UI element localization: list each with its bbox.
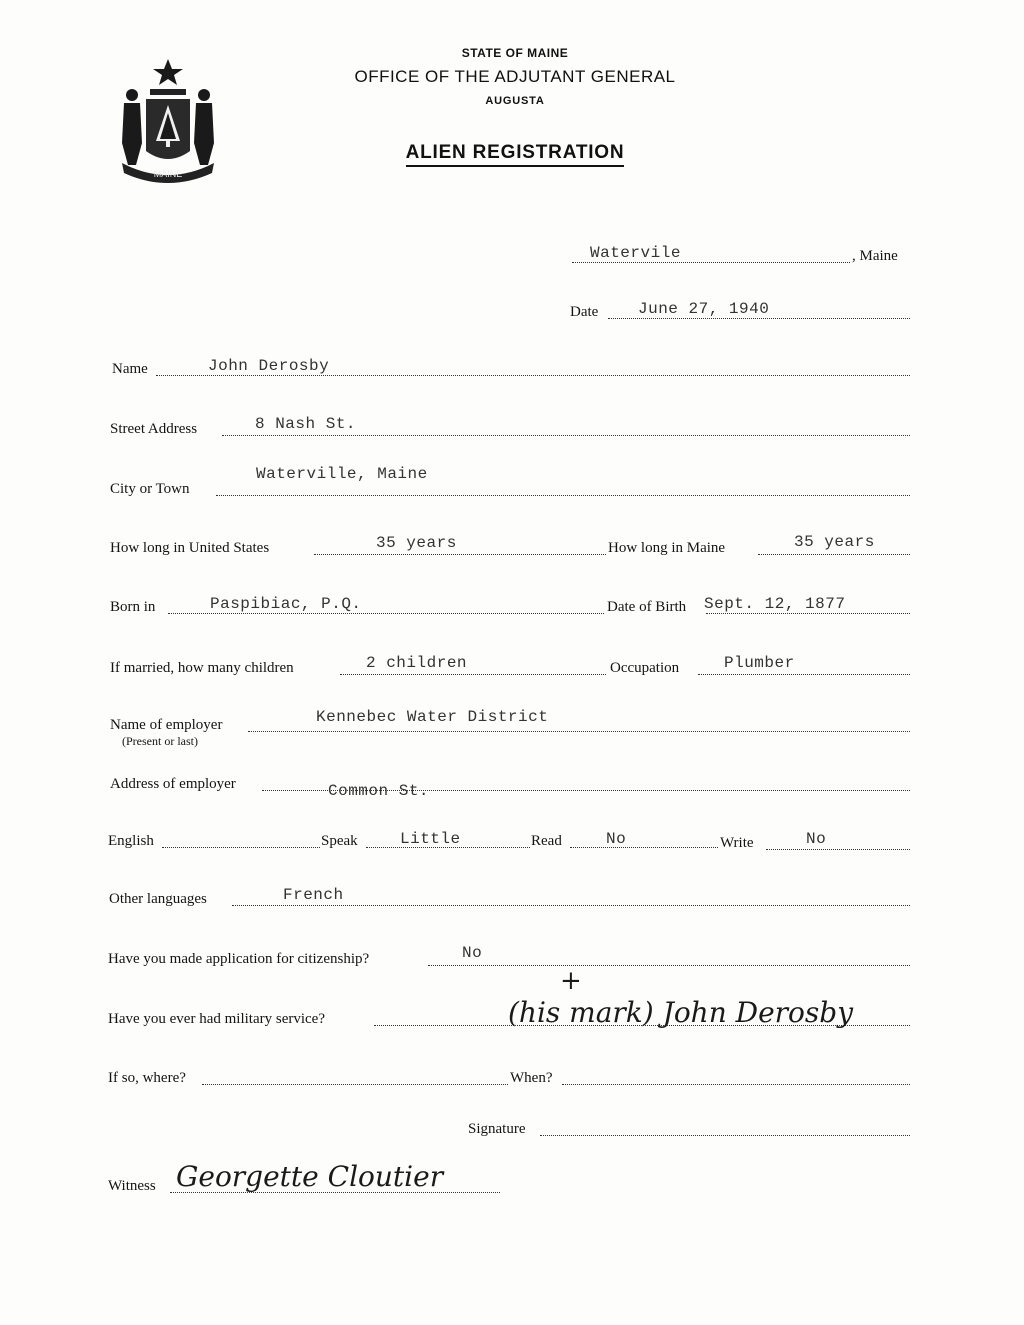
- citizenship-value: No: [462, 944, 483, 962]
- town-line: [572, 262, 850, 263]
- other-languages-label: Other languages: [109, 891, 207, 907]
- date-value: June 27, 1940: [638, 300, 770, 318]
- when-label: When?: [510, 1070, 553, 1086]
- date-label: Date: [570, 304, 599, 320]
- employer-note: (Present or last): [122, 734, 198, 748]
- how-long-maine-value: 35 years: [794, 533, 875, 551]
- citizenship-line: [428, 965, 910, 966]
- employer-value: Kennebec Water District: [316, 708, 549, 726]
- witness-handwriting: Georgette Cloutier: [176, 1160, 444, 1193]
- speak-value: Little: [400, 830, 461, 848]
- children-value: 2 children: [366, 654, 468, 672]
- born-in-line: [168, 613, 604, 614]
- dob-line: [706, 613, 910, 614]
- street-value: 8 Nash St.: [255, 415, 357, 433]
- how-long-us-label: How long in United States: [110, 540, 270, 556]
- write-value: No: [806, 830, 827, 848]
- mark-cross-icon: +: [560, 966, 582, 996]
- dob-value: Sept. 12, 1877: [704, 595, 846, 613]
- other-languages-value: French: [283, 886, 344, 904]
- state-seal-icon: [108, 55, 228, 185]
- write-line: [766, 849, 910, 850]
- how-long-maine-label: How long in Maine: [608, 540, 726, 556]
- maine-label: , Maine: [852, 248, 898, 264]
- city-line: [216, 495, 910, 496]
- read-line: [570, 847, 718, 848]
- name-label: Name: [112, 361, 148, 377]
- when-line: [562, 1084, 910, 1085]
- military-label: Have you ever had military service?: [108, 1011, 325, 1027]
- english-label: English: [108, 833, 154, 849]
- children-label: If married, how many children: [110, 660, 294, 676]
- born-in-label: Born in: [110, 599, 156, 615]
- city-label: City or Town: [110, 481, 190, 497]
- town-value: Watervile: [590, 244, 681, 262]
- office-heading: OFFICE OF THE ADJUTANT GENERAL: [354, 67, 676, 86]
- employer-line: [248, 731, 910, 732]
- seal-text: MAINE: [153, 169, 183, 179]
- read-value: No: [606, 830, 627, 848]
- signature-handwriting: (his mark) John Derosby: [508, 996, 854, 1029]
- city-heading: AUGUSTA: [485, 95, 545, 107]
- date-line: [608, 318, 910, 319]
- other-languages-line: [232, 905, 910, 906]
- signature-label: Signature: [468, 1121, 526, 1137]
- occupation-label: Occupation: [610, 660, 680, 676]
- witness-label: Witness: [108, 1178, 156, 1194]
- read-label: Read: [531, 833, 562, 849]
- employer-address-label: Address of employer: [110, 776, 236, 792]
- employer-label: Name of employer: [110, 717, 223, 733]
- write-label: Write: [720, 835, 754, 851]
- if-where-line: [202, 1084, 508, 1085]
- english-line: [162, 847, 320, 848]
- name-value: John Derosby: [208, 357, 330, 375]
- state-heading: STATE OF MAINE: [461, 46, 569, 60]
- name-line: [156, 375, 910, 376]
- street-line: [222, 435, 910, 436]
- if-where-label: If so, where?: [108, 1070, 186, 1086]
- city-value: Waterville, Maine: [256, 465, 428, 483]
- born-in-value: Paspibiac, P.Q.: [210, 595, 362, 613]
- employer-address-value: Common St.: [328, 782, 430, 800]
- form-title-text: ALIEN REGISTRATION: [406, 142, 625, 167]
- children-line: [340, 674, 606, 675]
- form-title: [300, 142, 730, 164]
- signature-line: [540, 1135, 910, 1136]
- how-long-maine-line: [758, 554, 910, 555]
- occupation-line: [698, 674, 910, 675]
- how-long-us-value: 35 years: [376, 534, 457, 552]
- speak-label: Speak: [321, 833, 358, 849]
- how-long-us-line: [314, 554, 606, 555]
- dob-label: Date of Birth: [607, 599, 687, 615]
- occupation-value: Plumber: [724, 654, 795, 672]
- street-label: Street Address: [110, 421, 198, 437]
- citizenship-label: Have you made application for citizenship?: [108, 951, 370, 967]
